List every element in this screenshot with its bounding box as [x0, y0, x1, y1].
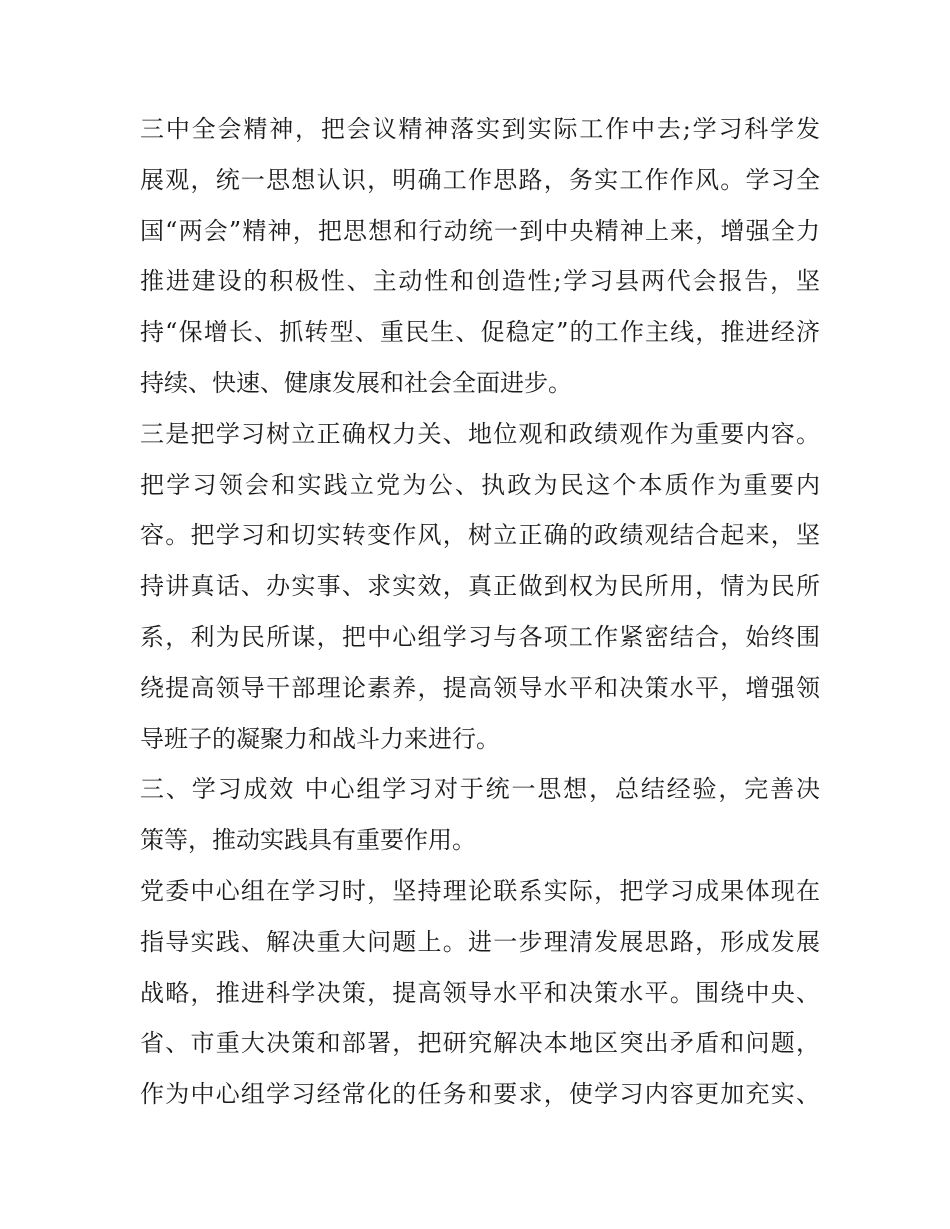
text-line: 绕提高领导干部理论素养，提高领导水平和决策水平，增强领	[140, 673, 820, 702]
text-line: 系，利为民所谋，把中心组学习与各项工作紧密结合，始终围	[140, 622, 820, 651]
text-line: 推进建设的积极性、主动性和创造性;学习县两代会报告，坚	[140, 267, 820, 296]
text-line: 把学习领会和实践立党为公、执政为民这个本质作为重要内	[140, 470, 820, 499]
body-text	[140, 104, 820, 1120]
text-line: 导班子的凝聚力和战斗力来进行。	[140, 724, 500, 753]
text-line: 展观，统一思想认识，明确工作思路，务实工作作风。学习全	[140, 165, 820, 194]
text-line: 作为中心组学习经常化的任务和要求，使学习内容更加充实、	[140, 1080, 820, 1109]
text-line: 持讲真话、办实事、求实效，真正做到权为民所用，情为民所	[140, 572, 820, 601]
text-line: 容。把学习和切实转变作风，树立正确的政绩观结合起来，坚	[140, 521, 820, 550]
text-line: 战略，推进科学决策，提高领导水平和决策水平。围绕中央、	[140, 978, 820, 1007]
text-line: 国“两会”精神，把思想和行动统一到中央精神上来，增强全力	[140, 216, 820, 245]
text-line: 持续、快速、健康发展和社会全面进步。	[140, 368, 572, 397]
text-line: 省、市重大决策和部署，把研究解决本地区突出矛盾和问题，	[140, 1029, 820, 1058]
text-line: 策等，推动实践具有重要作用。	[140, 826, 476, 855]
text-line: 指导实践、解决重大问题上。进一步理清发展思路，形成发展	[140, 927, 820, 956]
text-line: 三中全会精神，把会议精神落实到实际工作中去;学习科学发	[140, 115, 820, 143]
text-line: 三、学习成效 中心组学习对于统一思想，总结经验，完善决	[140, 775, 820, 804]
text-line: 三是把学习树立正确权力关、地位观和政绩观作为重要内容。	[140, 419, 820, 448]
text-line: 持“保增长、抓转型、重民生、促稳定”的工作主线，推进经济	[140, 318, 820, 347]
text-line: 党委中心组在学习时，坚持理论联系实际，把学习成果体现在	[140, 876, 820, 905]
